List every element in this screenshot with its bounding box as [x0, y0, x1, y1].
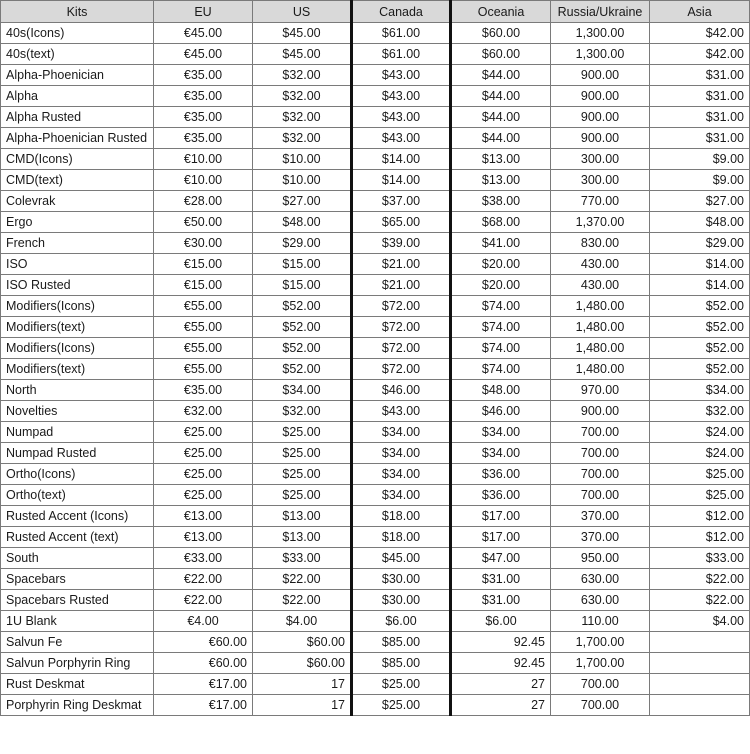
cell-canada[interactable]: $39.00 [352, 233, 451, 254]
cell-russia-ukraine[interactable]: 1,480.00 [551, 359, 650, 380]
cell-asia[interactable]: $29.00 [650, 233, 750, 254]
cell-asia[interactable]: $31.00 [650, 107, 750, 128]
cell-eu[interactable]: €22.00 [154, 590, 253, 611]
cell-canada[interactable]: $34.00 [352, 485, 451, 506]
cell-canada[interactable]: $43.00 [352, 86, 451, 107]
cell-russia-ukraine[interactable]: 700.00 [551, 443, 650, 464]
header-row [1, 1, 750, 23]
cell-us[interactable]: $48.00 [253, 212, 352, 233]
table-row [1, 653, 750, 674]
cell-eu[interactable]: €35.00 [154, 128, 253, 149]
cell-us[interactable]: $52.00 [253, 338, 352, 359]
cell-asia[interactable]: $48.00 [650, 212, 750, 233]
cell-us[interactable]: $25.00 [253, 422, 352, 443]
cell-us[interactable]: $13.00 [253, 506, 352, 527]
cell-russia-ukraine[interactable]: 1,480.00 [551, 338, 650, 359]
cell-oceania[interactable]: $74.00 [451, 338, 551, 359]
cell-russia-ukraine[interactable]: 1,300.00 [551, 23, 650, 44]
cell-us[interactable]: $4.00 [253, 611, 352, 632]
table-row [1, 254, 750, 275]
cell-kit[interactable]: Salvun Fe [1, 632, 154, 653]
cell-kit[interactable]: Novelties [1, 401, 154, 422]
cell-canada[interactable]: $72.00 [352, 338, 451, 359]
cell-canada[interactable]: $65.00 [352, 212, 451, 233]
table-row [1, 380, 750, 401]
cell-us[interactable]: $52.00 [253, 359, 352, 380]
cell-eu[interactable]: €45.00 [154, 44, 253, 65]
cell-russia-ukraine[interactable]: 430.00 [551, 275, 650, 296]
cell-asia[interactable]: $33.00 [650, 548, 750, 569]
cell-eu[interactable]: €13.00 [154, 506, 253, 527]
cell-russia-ukraine[interactable]: 900.00 [551, 401, 650, 422]
cell-us[interactable]: $32.00 [253, 65, 352, 86]
cell-canada[interactable]: $34.00 [352, 422, 451, 443]
cell-russia-ukraine[interactable]: 900.00 [551, 86, 650, 107]
cell-canada[interactable]: $45.00 [352, 548, 451, 569]
cell-eu[interactable]: €25.00 [154, 464, 253, 485]
cell-us[interactable]: $32.00 [253, 86, 352, 107]
cell-canada[interactable]: $30.00 [352, 569, 451, 590]
cell-eu[interactable]: €30.00 [154, 233, 253, 254]
cell-asia[interactable]: $52.00 [650, 296, 750, 317]
cell-oceania[interactable]: $60.00 [451, 44, 551, 65]
cell-canada[interactable]: $72.00 [352, 296, 451, 317]
cell-asia[interactable]: $52.00 [650, 338, 750, 359]
cell-eu[interactable]: €60.00 [154, 632, 253, 653]
cell-us[interactable]: $29.00 [253, 233, 352, 254]
cell-asia[interactable]: $14.00 [650, 275, 750, 296]
cell-asia[interactable]: $52.00 [650, 359, 750, 380]
header-kits[interactable]: Kits [1, 1, 154, 23]
cell-us[interactable]: $32.00 [253, 401, 352, 422]
cell-kit[interactable]: Rusted Accent (text) [1, 527, 154, 548]
cell-oceania[interactable]: $44.00 [451, 65, 551, 86]
cell-russia-ukraine[interactable]: 700.00 [551, 695, 650, 716]
table-row [1, 212, 750, 233]
cell-us[interactable]: $32.00 [253, 107, 352, 128]
cell-kit[interactable]: CMD(Icons) [1, 149, 154, 170]
cell-us[interactable]: $15.00 [253, 254, 352, 275]
cell-russia-ukraine[interactable]: 1,480.00 [551, 296, 650, 317]
table-row [1, 590, 750, 611]
cell-kit[interactable]: French [1, 233, 154, 254]
cell-kit[interactable]: Colevrak [1, 191, 154, 212]
cell-oceania[interactable]: $74.00 [451, 359, 551, 380]
cell-oceania[interactable]: $31.00 [451, 569, 551, 590]
cell-oceania[interactable]: $74.00 [451, 296, 551, 317]
table-row [1, 401, 750, 422]
cell-us[interactable]: $10.00 [253, 149, 352, 170]
cell-russia-ukraine[interactable]: 700.00 [551, 422, 650, 443]
cell-us[interactable]: 17 [253, 695, 352, 716]
cell-eu[interactable]: €10.00 [154, 149, 253, 170]
cell-kit[interactable]: Ortho(text) [1, 485, 154, 506]
cell-canada[interactable]: $14.00 [352, 149, 451, 170]
cell-eu[interactable]: €55.00 [154, 296, 253, 317]
cell-us[interactable]: $52.00 [253, 296, 352, 317]
cell-us[interactable]: $60.00 [253, 653, 352, 674]
cell-us[interactable]: $25.00 [253, 443, 352, 464]
header-oceania[interactable]: Oceania [451, 1, 551, 23]
cell-kit[interactable]: Salvun Porphyrin Ring [1, 653, 154, 674]
cell-russia-ukraine[interactable]: 1,700.00 [551, 653, 650, 674]
cell-us[interactable]: 17 [253, 674, 352, 695]
cell-oceania[interactable]: $20.00 [451, 275, 551, 296]
table-row [1, 128, 750, 149]
cell-kit[interactable]: 40s(Icons) [1, 23, 154, 44]
cell-oceania[interactable]: $31.00 [451, 590, 551, 611]
cell-kit[interactable]: Ergo [1, 212, 154, 233]
cell-russia-ukraine[interactable]: 900.00 [551, 65, 650, 86]
cell-us[interactable]: $13.00 [253, 527, 352, 548]
cell-us[interactable]: $10.00 [253, 170, 352, 191]
header-russia-ukraine[interactable]: Russia/Ukraine [551, 1, 650, 23]
cell-canada[interactable]: $61.00 [352, 23, 451, 44]
cell-canada[interactable]: $72.00 [352, 359, 451, 380]
cell-russia-ukraine[interactable]: 630.00 [551, 590, 650, 611]
cell-canada[interactable]: $72.00 [352, 317, 451, 338]
cell-kit[interactable]: 1U Blank [1, 611, 154, 632]
cell-russia-ukraine[interactable]: 700.00 [551, 464, 650, 485]
cell-oceania[interactable]: $44.00 [451, 107, 551, 128]
cell-kit[interactable]: 40s(text) [1, 44, 154, 65]
cell-eu[interactable]: €17.00 [154, 695, 253, 716]
table-row [1, 233, 750, 254]
cell-oceania[interactable]: $44.00 [451, 128, 551, 149]
cell-us[interactable]: $60.00 [253, 632, 352, 653]
cell-kit[interactable]: Modifiers(Icons) [1, 296, 154, 317]
table-row [1, 65, 750, 86]
cell-asia[interactable]: $12.00 [650, 506, 750, 527]
cell-eu[interactable]: €25.00 [154, 422, 253, 443]
cell-asia[interactable]: $42.00 [650, 44, 750, 65]
cell-russia-ukraine[interactable]: 700.00 [551, 674, 650, 695]
cell-eu[interactable]: €25.00 [154, 443, 253, 464]
cell-eu[interactable]: €17.00 [154, 674, 253, 695]
table-row [1, 338, 750, 359]
cell-eu[interactable]: €22.00 [154, 569, 253, 590]
cell-kit[interactable]: Spacebars Rusted [1, 590, 154, 611]
cell-oceania[interactable]: $34.00 [451, 443, 551, 464]
cell-us[interactable]: $34.00 [253, 380, 352, 401]
cell-kit[interactable]: Rusted Accent (Icons) [1, 506, 154, 527]
cell-oceania[interactable]: $34.00 [451, 422, 551, 443]
cell-us[interactable]: $15.00 [253, 275, 352, 296]
cell-kit[interactable]: Modifiers(Icons) [1, 338, 154, 359]
cell-russia-ukraine[interactable]: 630.00 [551, 569, 650, 590]
cell-oceania[interactable]: $46.00 [451, 401, 551, 422]
cell-oceania[interactable]: $17.00 [451, 527, 551, 548]
cell-russia-ukraine[interactable]: 770.00 [551, 191, 650, 212]
cell-kit[interactable]: ISO Rusted [1, 275, 154, 296]
cell-asia[interactable]: $31.00 [650, 128, 750, 149]
table-row [1, 548, 750, 569]
cell-russia-ukraine[interactable]: 1,370.00 [551, 212, 650, 233]
cell-kit[interactable]: ISO [1, 254, 154, 275]
cell-canada[interactable]: $18.00 [352, 506, 451, 527]
cell-eu[interactable]: €15.00 [154, 254, 253, 275]
cell-canada[interactable]: $25.00 [352, 674, 451, 695]
cell-kit[interactable]: Porphyrin Ring Deskmat [1, 695, 154, 716]
table-row [1, 296, 750, 317]
cell-eu[interactable]: €35.00 [154, 65, 253, 86]
cell-eu[interactable]: €55.00 [154, 338, 253, 359]
table-row [1, 191, 750, 212]
cell-asia[interactable]: $22.00 [650, 590, 750, 611]
cell-oceania[interactable]: 92.45 [451, 632, 551, 653]
cell-kit[interactable]: Numpad [1, 422, 154, 443]
table-row [1, 86, 750, 107]
header-us[interactable]: US [253, 1, 352, 23]
cell-kit[interactable]: Modifiers(text) [1, 359, 154, 380]
cell-oceania[interactable]: $38.00 [451, 191, 551, 212]
cell-kit[interactable]: Ortho(Icons) [1, 464, 154, 485]
cell-us[interactable]: $32.00 [253, 128, 352, 149]
cell-canada[interactable]: $43.00 [352, 401, 451, 422]
cell-russia-ukraine[interactable]: 300.00 [551, 149, 650, 170]
cell-oceania[interactable]: $36.00 [451, 464, 551, 485]
cell-canada[interactable]: $34.00 [352, 464, 451, 485]
cell-asia[interactable]: $9.00 [650, 149, 750, 170]
cell-canada[interactable]: $34.00 [352, 443, 451, 464]
cell-eu[interactable]: €55.00 [154, 359, 253, 380]
cell-canada[interactable]: $14.00 [352, 170, 451, 191]
cell-us[interactable]: $25.00 [253, 464, 352, 485]
cell-asia[interactable]: $31.00 [650, 86, 750, 107]
cell-russia-ukraine[interactable]: 950.00 [551, 548, 650, 569]
cell-us[interactable]: $22.00 [253, 590, 352, 611]
table-row [1, 149, 750, 170]
cell-kit[interactable]: Spacebars [1, 569, 154, 590]
cell-russia-ukraine[interactable]: 900.00 [551, 128, 650, 149]
cell-oceania[interactable]: $41.00 [451, 233, 551, 254]
cell-asia[interactable]: $14.00 [650, 254, 750, 275]
cell-asia[interactable]: $24.00 [650, 443, 750, 464]
cell-oceania[interactable]: $13.00 [451, 149, 551, 170]
cell-russia-ukraine[interactable]: 970.00 [551, 380, 650, 401]
table-body [1, 23, 750, 716]
cell-eu[interactable]: €55.00 [154, 317, 253, 338]
cell-asia[interactable]: $27.00 [650, 191, 750, 212]
cell-oceania[interactable]: $68.00 [451, 212, 551, 233]
table-row [1, 569, 750, 590]
cell-eu[interactable]: €35.00 [154, 86, 253, 107]
cell-kit[interactable]: CMD(text) [1, 170, 154, 191]
cell-russia-ukraine[interactable]: 1,480.00 [551, 317, 650, 338]
cell-eu[interactable]: €60.00 [154, 653, 253, 674]
cell-us[interactable]: $52.00 [253, 317, 352, 338]
cell-oceania[interactable]: $17.00 [451, 506, 551, 527]
cell-canada[interactable]: $43.00 [352, 128, 451, 149]
cell-asia[interactable] [650, 674, 750, 695]
cell-asia[interactable]: $24.00 [650, 422, 750, 443]
cell-asia[interactable] [650, 632, 750, 653]
cell-oceania[interactable]: $13.00 [451, 170, 551, 191]
cell-oceania[interactable]: $60.00 [451, 23, 551, 44]
cell-russia-ukraine[interactable]: 830.00 [551, 233, 650, 254]
cell-canada[interactable]: $61.00 [352, 44, 451, 65]
cell-oceania[interactable]: 92.45 [451, 653, 551, 674]
cell-asia[interactable]: $34.00 [650, 380, 750, 401]
table-row [1, 275, 750, 296]
cell-us[interactable]: $27.00 [253, 191, 352, 212]
cell-eu[interactable]: €35.00 [154, 380, 253, 401]
cell-asia[interactable]: $52.00 [650, 317, 750, 338]
cell-canada[interactable]: $6.00 [352, 611, 451, 632]
cell-canada[interactable]: $30.00 [352, 590, 451, 611]
cell-kit[interactable]: Alpha-Phoenician Rusted [1, 128, 154, 149]
cell-kit[interactable]: Numpad Rusted [1, 443, 154, 464]
table-row [1, 695, 750, 716]
cell-asia[interactable] [650, 653, 750, 674]
cell-kit[interactable]: Modifiers(text) [1, 317, 154, 338]
cell-canada[interactable]: $21.00 [352, 275, 451, 296]
header-canada[interactable]: Canada [352, 1, 451, 23]
cell-russia-ukraine[interactable]: 300.00 [551, 170, 650, 191]
cell-eu[interactable]: €45.00 [154, 23, 253, 44]
cell-asia[interactable]: $25.00 [650, 485, 750, 506]
cell-oceania[interactable]: $20.00 [451, 254, 551, 275]
cell-oceania[interactable]: $48.00 [451, 380, 551, 401]
cell-eu[interactable]: €28.00 [154, 191, 253, 212]
cell-eu[interactable]: €4.00 [154, 611, 253, 632]
cell-russia-ukraine[interactable]: 430.00 [551, 254, 650, 275]
cell-russia-ukraine[interactable]: 370.00 [551, 527, 650, 548]
table-row [1, 464, 750, 485]
table-row [1, 422, 750, 443]
cell-oceania[interactable]: 27 [451, 674, 551, 695]
cell-oceania[interactable]: $74.00 [451, 317, 551, 338]
cell-russia-ukraine[interactable]: 370.00 [551, 506, 650, 527]
cell-asia[interactable]: $9.00 [650, 170, 750, 191]
cell-us[interactable]: $33.00 [253, 548, 352, 569]
cell-kit[interactable]: North [1, 380, 154, 401]
cell-canada[interactable]: $43.00 [352, 107, 451, 128]
cell-eu[interactable]: €15.00 [154, 275, 253, 296]
cell-us[interactable]: $45.00 [253, 23, 352, 44]
cell-asia[interactable]: $42.00 [650, 23, 750, 44]
cell-canada[interactable]: $37.00 [352, 191, 451, 212]
cell-asia[interactable]: $25.00 [650, 464, 750, 485]
cell-russia-ukraine[interactable]: 700.00 [551, 485, 650, 506]
cell-oceania[interactable]: $44.00 [451, 86, 551, 107]
cell-oceania[interactable]: $47.00 [451, 548, 551, 569]
table-row [1, 443, 750, 464]
cell-canada[interactable]: $46.00 [352, 380, 451, 401]
table-row [1, 170, 750, 191]
cell-us[interactable]: $25.00 [253, 485, 352, 506]
cell-asia[interactable]: $4.00 [650, 611, 750, 632]
cell-canada[interactable]: $85.00 [352, 632, 451, 653]
cell-oceania[interactable]: 27 [451, 695, 551, 716]
cell-kit[interactable]: Rust Deskmat [1, 674, 154, 695]
cell-eu[interactable]: €33.00 [154, 548, 253, 569]
cell-asia[interactable]: $32.00 [650, 401, 750, 422]
cell-eu[interactable]: €13.00 [154, 527, 253, 548]
table-row [1, 506, 750, 527]
table-row [1, 359, 750, 380]
table-row [1, 44, 750, 65]
table-row [1, 317, 750, 338]
cell-eu[interactable]: €32.00 [154, 401, 253, 422]
table-row [1, 23, 750, 44]
cell-eu[interactable]: €25.00 [154, 485, 253, 506]
table-row [1, 632, 750, 653]
cell-oceania[interactable]: $6.00 [451, 611, 551, 632]
table-row [1, 611, 750, 632]
cell-eu[interactable]: €35.00 [154, 107, 253, 128]
cell-canada[interactable]: $43.00 [352, 65, 451, 86]
cell-asia[interactable]: $31.00 [650, 65, 750, 86]
table-row [1, 107, 750, 128]
cell-russia-ukraine[interactable]: 900.00 [551, 107, 650, 128]
table-row [1, 485, 750, 506]
cell-russia-ukraine[interactable]: 1,700.00 [551, 632, 650, 653]
cell-kit[interactable]: Alpha Rusted [1, 107, 154, 128]
cell-russia-ukraine[interactable]: 110.00 [551, 611, 650, 632]
cell-us[interactable]: $22.00 [253, 569, 352, 590]
cell-kit[interactable]: South [1, 548, 154, 569]
cell-kit[interactable]: Alpha [1, 86, 154, 107]
table-row [1, 527, 750, 548]
cell-asia[interactable]: $22.00 [650, 569, 750, 590]
header-eu[interactable]: EU [154, 1, 253, 23]
cell-oceania[interactable]: $36.00 [451, 485, 551, 506]
header-asia[interactable]: Asia [650, 1, 750, 23]
cell-canada[interactable]: $21.00 [352, 254, 451, 275]
cell-eu[interactable]: €50.00 [154, 212, 253, 233]
cell-canada[interactable]: $18.00 [352, 527, 451, 548]
cell-asia[interactable]: $12.00 [650, 527, 750, 548]
cell-us[interactable]: $45.00 [253, 44, 352, 65]
cell-canada[interactable]: $25.00 [352, 695, 451, 716]
table-row [1, 674, 750, 695]
cell-eu[interactable]: €10.00 [154, 170, 253, 191]
cell-canada[interactable]: $85.00 [352, 653, 451, 674]
cell-asia[interactable] [650, 695, 750, 716]
cell-kit[interactable]: Alpha-Phoenician [1, 65, 154, 86]
cell-russia-ukraine[interactable]: 1,300.00 [551, 44, 650, 65]
